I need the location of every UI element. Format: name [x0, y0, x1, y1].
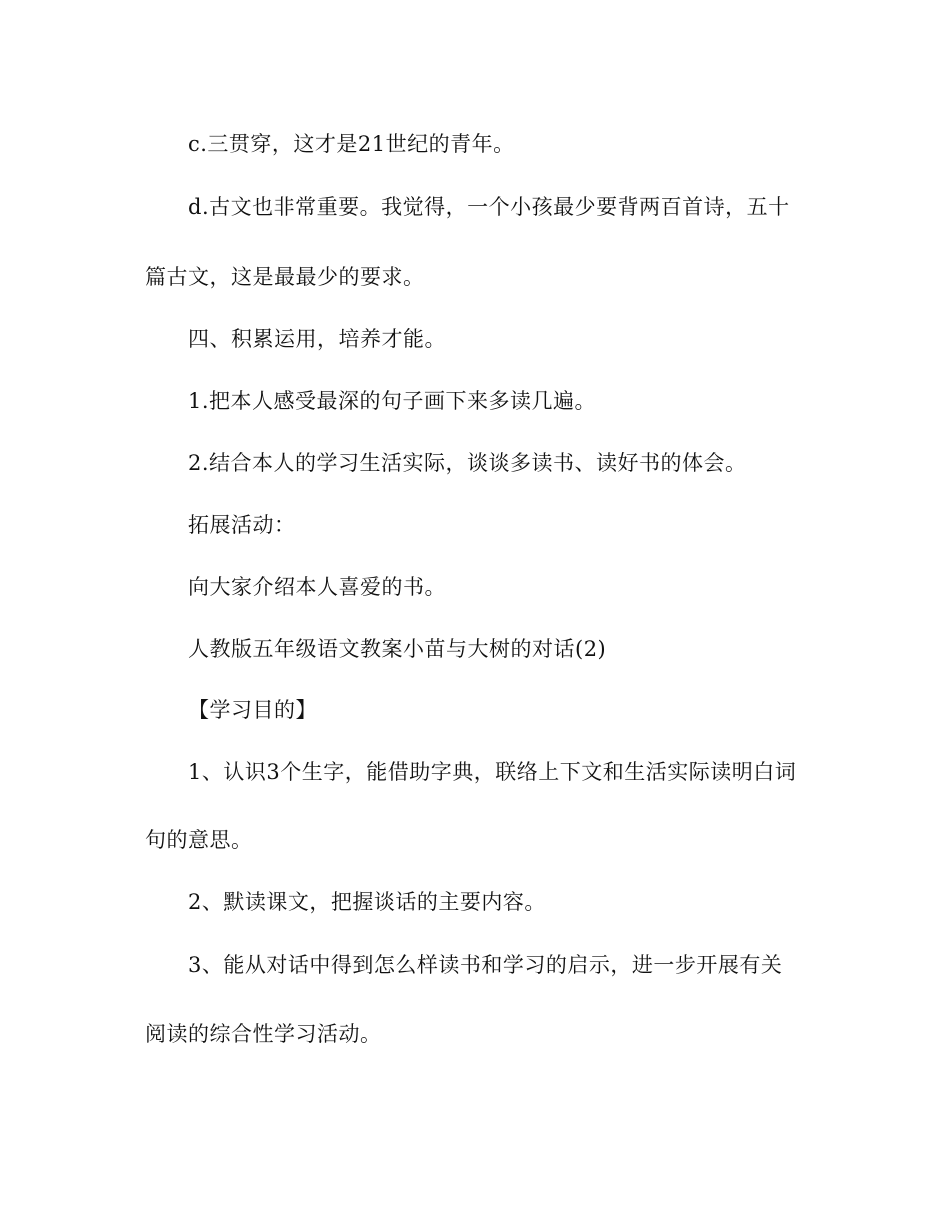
paragraph-line-c: c.三贯穿，这才是21世纪的青年。	[188, 132, 515, 156]
section-heading-four: 四、积累运用，培养才能。	[188, 327, 446, 351]
goal-item-3-continued: 阅读的综合性学习活动。	[145, 1022, 382, 1046]
goal-item-3: 3、能从对话中得到怎么样读书和学习的启示，进一步开展有关	[188, 953, 783, 977]
goal-item-1-continued: 句的意思。	[145, 828, 253, 852]
list-item-1: 1.把本人感受最深的句子画下来多读几遍。	[188, 389, 597, 413]
learning-goals-heading: 【学习目的】	[188, 698, 317, 722]
paragraph-line-d: d.古文也非常重要。我觉得，一个小孩最少要背两百首诗，五十	[188, 195, 790, 219]
goal-item-2: 2、默读课文，把握谈话的主要内容。	[188, 890, 546, 914]
goal-item-1: 1、认识3个生字，能借助字典，联络上下文和生活实际读明白词	[188, 760, 797, 784]
extension-activity-heading: 拓展活动：	[188, 513, 296, 537]
lesson-title: 人教版五年级语文教案小苗与大树的对话(2)	[188, 637, 607, 661]
paragraph-line-d-continued: 篇古文，这是最最少的要求。	[145, 265, 425, 289]
extension-activity-text: 向大家介绍本人喜爱的书。	[188, 575, 446, 599]
list-item-2: 2.结合本人的学习生活实际，谈谈多读书、读好书的体会。	[188, 451, 747, 475]
